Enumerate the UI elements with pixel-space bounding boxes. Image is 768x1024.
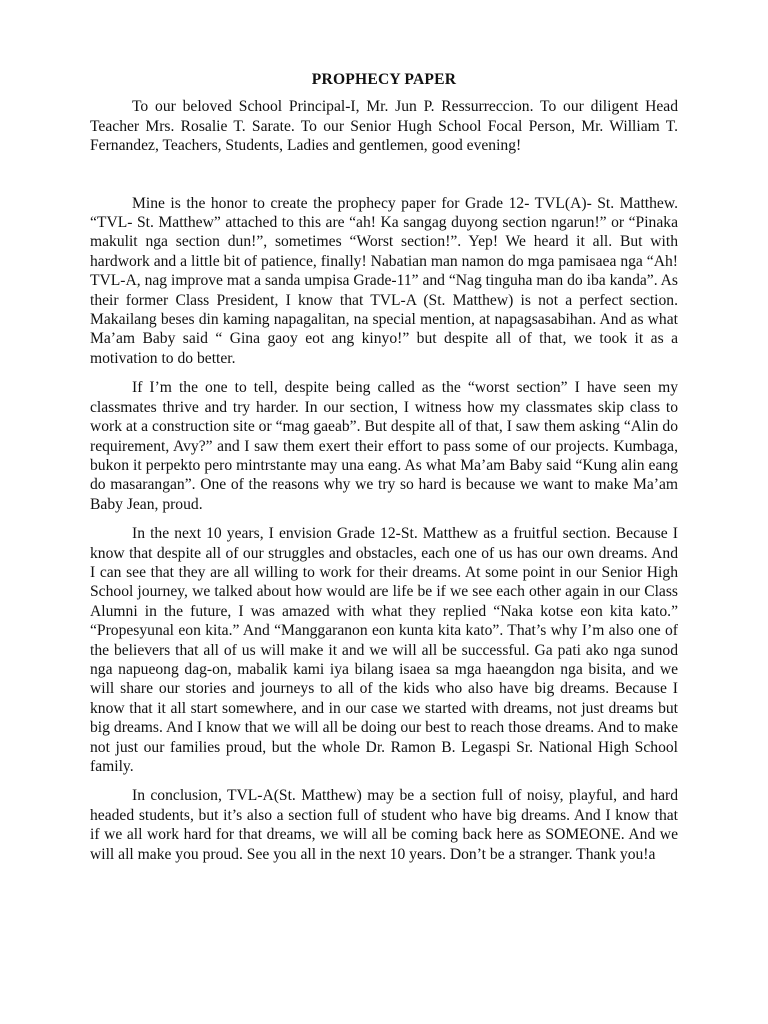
document-title: PROPHECY PAPER	[311, 71, 457, 88]
paragraph-greeting: To our beloved School Principal-I, Mr. Jun P. Ressurreccion. To our diligent Head Teacher Mrs. Rosalie T. Sarate. To our Senior Hugh School Focal Person, Mr. William T. Fernandez, Teachers, Students, Ladies and gentlemen, good evening!	[90, 98, 678, 155]
paragraph-envision: In the next 10 years, I envision Grade 12-St. Matthew as a fruitful section. Because I know that despite all of our struggles and obstacles, each one of us has our own dreams. And I can see that they are all willing to work for their dreams. At some point in our Senior High School journey, we talked about how would are life be if we see each other again in our Class Alumni in the future, I was amazed with what they replied “Naka kotse eon kita kato.” “Propesyunal eon kita.” And “Manggaranon eon kunta kita kato”. That’s why I’m also one of the believers that all of us will make it and we will all be successful. Ga pati ako nga sunod nga napueong dag-on, mabalik kami iya bilang isaea sa mga haeangdon nga bisita, and we will share our stories and journeys to all of the kids who also have big dreams. Because I know that it all start somewhere, and in our case we started with dreams, not just dreams but big dreams. And I know that we will all be doing our best to reach those dreams. And to make not just our families proud, but the whole Dr. Ramon B. Legaspi Sr. National High School family.	[90, 525, 678, 775]
document-page	[90, 70, 678, 874]
paragraph-introduction: Mine is the honor to create the prophecy paper for Grade 12- TVL(A)- St. Matthew. “TVL- St. Matthew” attached to this are “ah! Ka sangag duyong section ngarun!” or “Pinaka makulit nga section dun!”, sometimes “Worst section!”. Yep! We heard it all. But with hardwork and a little bit of patience, finally! Nabatian man namon do mga pamisaea nga “Ah! TVL-A, nag improve mat a sanda umpisa Grade-11” and “Nag tinguha man do iba kanda”. As their former Class President, I know that TVL-A (St. Matthew) is not a perfect section. Makailang beses din kaming napagalitan, na special mention, at napagsasabihan. And as what Ma’am Baby said “ Gina gaoy eot ang kinyo!” but despite all of that, we took it as a motivation to do better.	[90, 194, 678, 367]
paragraph-classmates: If I’m the one to tell, despite being called as the “worst section” I have seen my classmates thrive and try harder. In our section, I witness how my classmates skip class to work at a construction site or “mag gaeab”. But despite all of that, I saw them asking “Alin do requirement, Avy?” and I saw them exert their effort to pass some of our projects. Kumbaga, bukon it perpekto pero mintrstante may una eang. As what Ma’am Baby said “Kung alin eang do masarangan”. One of the reasons why we try so hard is because we want to make Ma’am Baby Jean, proud.	[90, 379, 678, 513]
paragraph-conclusion: In conclusion, TVL-A(St. Matthew) may be a section full of noisy, playful, and hard headed students, but it’s also a section full of student who have big dreams. And I know that if we all work hard for that dreams, we will all be coming back here as SOMEONE. And we will all make you proud. See you all in the next 10 years. Don’t be a stranger. Thank you!a	[90, 787, 678, 863]
